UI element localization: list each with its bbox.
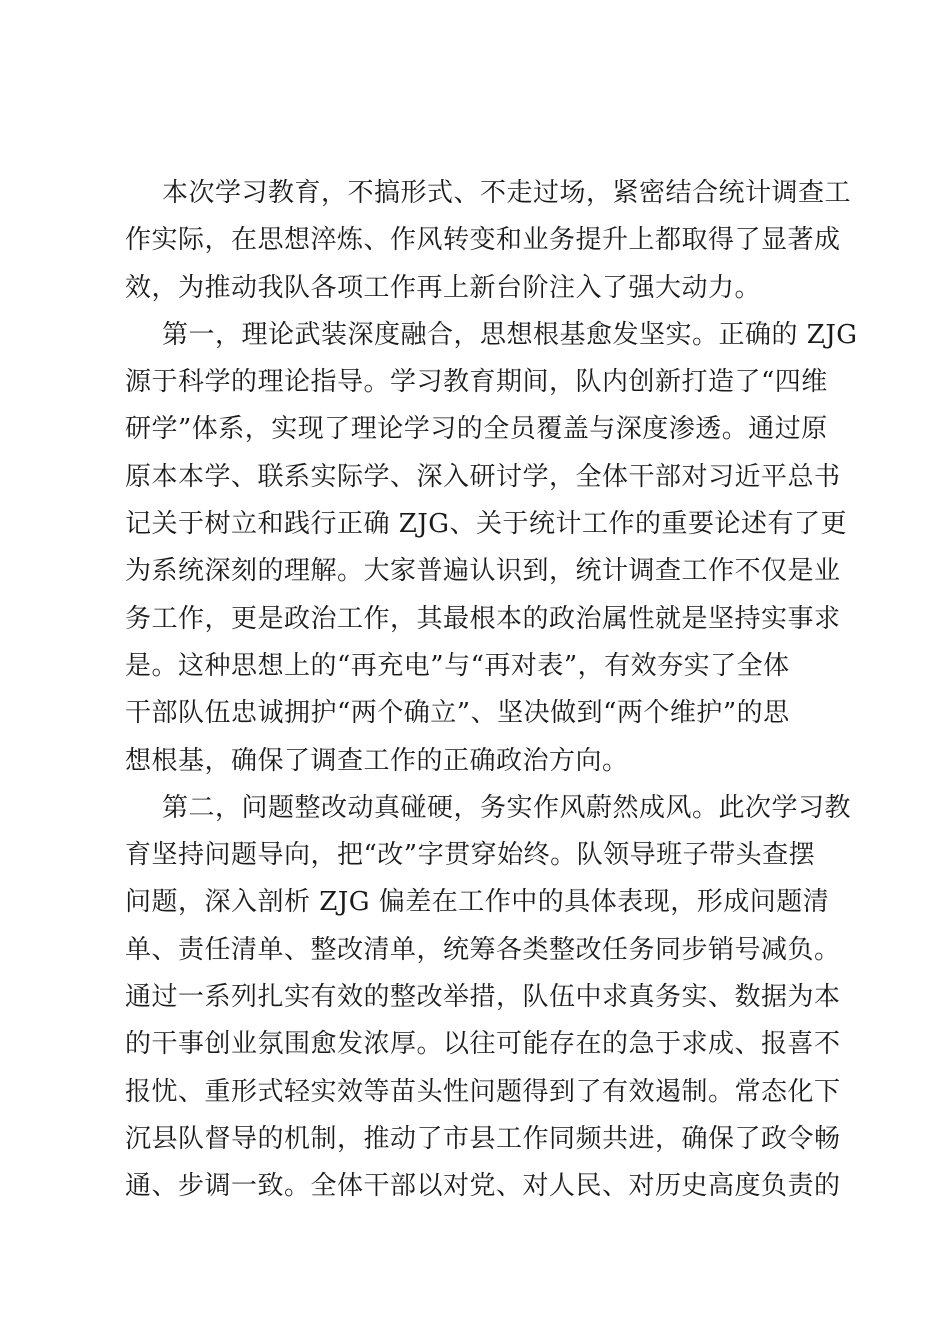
text-line: 源于科学的理论指导。学习教育期间，队内创新打造了“四维 [125,367,828,398]
paragraph-second [125,785,852,1211]
text-line: 沉县队督导的机制，推动了市县工作同频共进，确保了政令畅 [125,1123,841,1154]
body-text [125,170,858,1211]
paragraph-intro [125,170,852,312]
text-line: 想根基，确保了调查工作的正确政治方向。 [125,745,629,776]
text-line: 第二，问题整改动真碰硬，务实作风蔚然成风。此次学习教 [162,792,852,823]
text-line: 通、步调一致。全体干部以对党、对人民、对历史高度负责的 [125,1171,841,1202]
text-line: 育坚持问题导向，把“改”字贯穿始终。队领导班子带头查摆 [125,840,816,871]
text-line: 作实际，在思想淬炼、作风转变和业务提升上都取得了显著成 [125,225,841,256]
text-line: 效，为推动我队各项工作再上新台阶注入了强大动力。 [125,272,762,303]
text-line: 报忧、重形式轻实效等苗头性问题得到了有效遏制。常态化下 [125,1076,841,1107]
text-line: 干部队伍忠诚拥护“两个确立”、坚决做到“两个维护”的思 [125,698,790,729]
text-line: 是。这种思想上的“再充电”与“再对表”，有效夯实了全体 [125,650,790,681]
text-line: 的干事创业氛围愈发浓厚。以往可能存在的急于求成、报喜不 [125,1029,841,1060]
text-line: 为系统深刻的理解。大家普遍认识到，统计调查工作不仅是业 [125,556,841,587]
text-line: 记关于树立和践行正确 ZJG、关于统计工作的重要论述有了更 [125,509,848,540]
text-line: 通过一系列扎实有效的整改举措，队伍中求真务实、数据为本 [125,982,841,1013]
text-line: 研学”体系，实现了理论学习的全员覆盖与深度渗透。通过原 [125,414,828,445]
text-line: 问题，深入剖析 ZJG 偏差在工作中的具体表现，形成问题清 [125,887,830,918]
paragraph-first [125,312,858,785]
text-line: 原本本学、联系实际学、深入研讨学，全体干部对习近平总书 [125,461,841,492]
text-line: 务工作，更是政治工作，其最根本的政治属性就是坚持实事求 [125,603,841,634]
text-line: 单、责任清单、整改清单，统筹各类整改任务同步销号减负。 [125,934,841,965]
text-line: 第一，理论武装深度融合，思想根基愈发坚实。正确的 ZJG [162,319,858,350]
text-line: 本次学习教育，不搞形式、不走过场，紧密结合统计调查工 [162,178,852,208]
